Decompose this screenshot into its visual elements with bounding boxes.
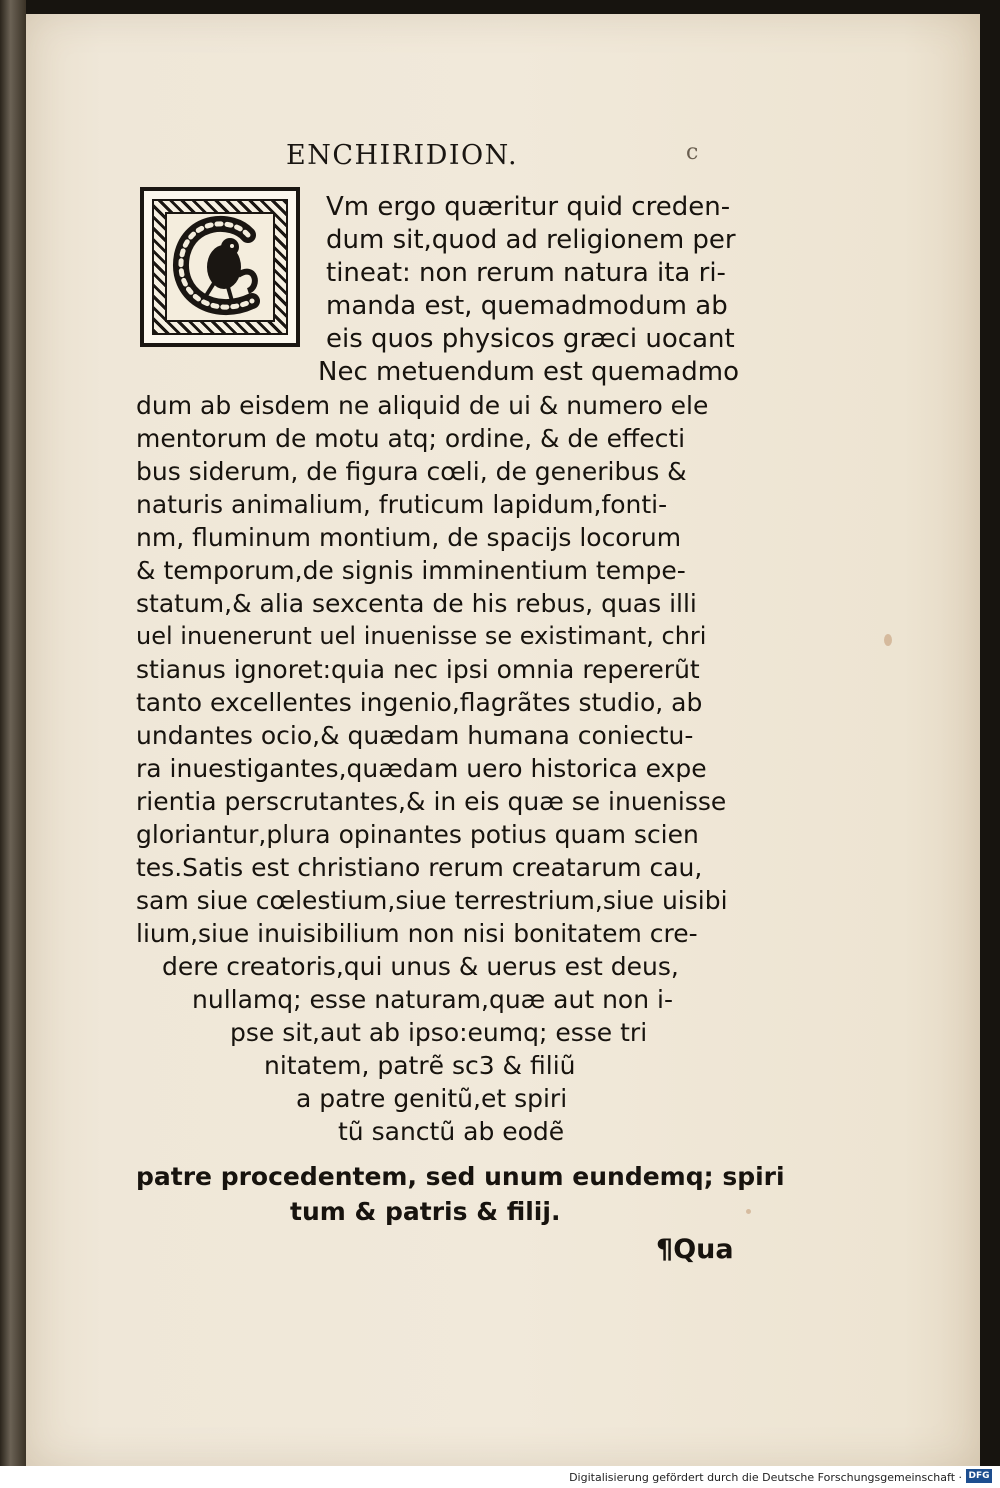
text-line: bus siderum, de figura cœli, de generibus & [136, 457, 687, 486]
text-line: undantes ocio,& quædam humana coniectu- [136, 721, 694, 750]
text-line: a patre genitũ,et spiri [296, 1084, 568, 1113]
text-line: nitatem, patrẽ sc3 & filiũ [264, 1051, 576, 1080]
book-spine-edge [0, 0, 26, 1466]
text-line: Vm ergo quæritur quid creden- [326, 192, 731, 222]
paper-stain [746, 1209, 751, 1214]
text-line: statum,& alia sexcenta de his rebus, quas illi [136, 589, 697, 618]
text-line: manda est, quemadmodum ab [326, 291, 728, 321]
text-line: nm, fluminum montium, de spacijs locorum [136, 523, 682, 552]
funding-credit: Digitalisierung gefördert durch die Deutsche Forschungsgemeinschaft · [569, 1471, 962, 1484]
text-line: tum & patris & filij. [290, 1197, 561, 1226]
text-line: mentorum de motu atq; ordine, & de effecti [136, 424, 686, 453]
text-line: ra inuestigantes,quædam uero historica expe [136, 754, 707, 783]
running-title: ENCHIRIDION. [286, 140, 519, 171]
text-line: rientia perscrutantes,& in eis quæ se inuenisse [136, 787, 727, 816]
text-line: dum sit,quod ad religionem per [326, 225, 736, 255]
text-line: lium,siue inuisibilium non nisi bonitatem cre- [136, 919, 698, 948]
paragraph-mark-icon: ¶ [656, 1234, 674, 1265]
text-line: patre procedentem, sed unum eundemq; spiri [136, 1162, 785, 1191]
text-line: pse sit,aut ab ipso:eumq; esse tri [230, 1018, 648, 1047]
decorated-initial [140, 187, 300, 347]
text-line: dum ab eisdem ne aliquid de ui & numero ele [136, 391, 709, 420]
margin-mark: c [686, 140, 699, 165]
text-line: Nec metuendum est quemadmo [318, 357, 740, 387]
catchword [656, 1234, 734, 1265]
text-line: & temporum,de signis imminentium tempe- [136, 556, 686, 585]
paper-stain [884, 634, 892, 646]
text-line: naturis animalium, fruticum lapidum,fonti- [136, 490, 668, 519]
text-line: sam siue cœlestium,siue terrestrium,siue uisibi [136, 886, 728, 915]
dfg-logo: DFG [966, 1469, 992, 1483]
text-line: stianus ignoret:quia nec ipsi omnia repererũt [136, 655, 700, 684]
text-line: tes.Satis est christiano rerum creatarum cau, [136, 853, 703, 882]
initial-letter-graphic [144, 191, 296, 343]
text-line: uel inuenerunt uel inuenisse se existimant, chri [136, 622, 707, 650]
text-line: tineat: non rerum natura ita ri- [326, 258, 726, 288]
text-line: dere creatoris,qui unus & uerus est deus, [162, 952, 679, 981]
text-line: tanto excellentes ingenio,flagrãtes studio, ab [136, 688, 703, 717]
text-line: nullamq; esse naturam,quæ aut non i- [192, 985, 673, 1014]
text-line: tũ sanctũ ab eodẽ [338, 1117, 565, 1146]
text-line: gloriantur,plura opinantes potius quam scien [136, 820, 699, 849]
catchword-text: Qua [673, 1234, 734, 1265]
text-line: eis quos physicos græci uocant [326, 324, 735, 354]
